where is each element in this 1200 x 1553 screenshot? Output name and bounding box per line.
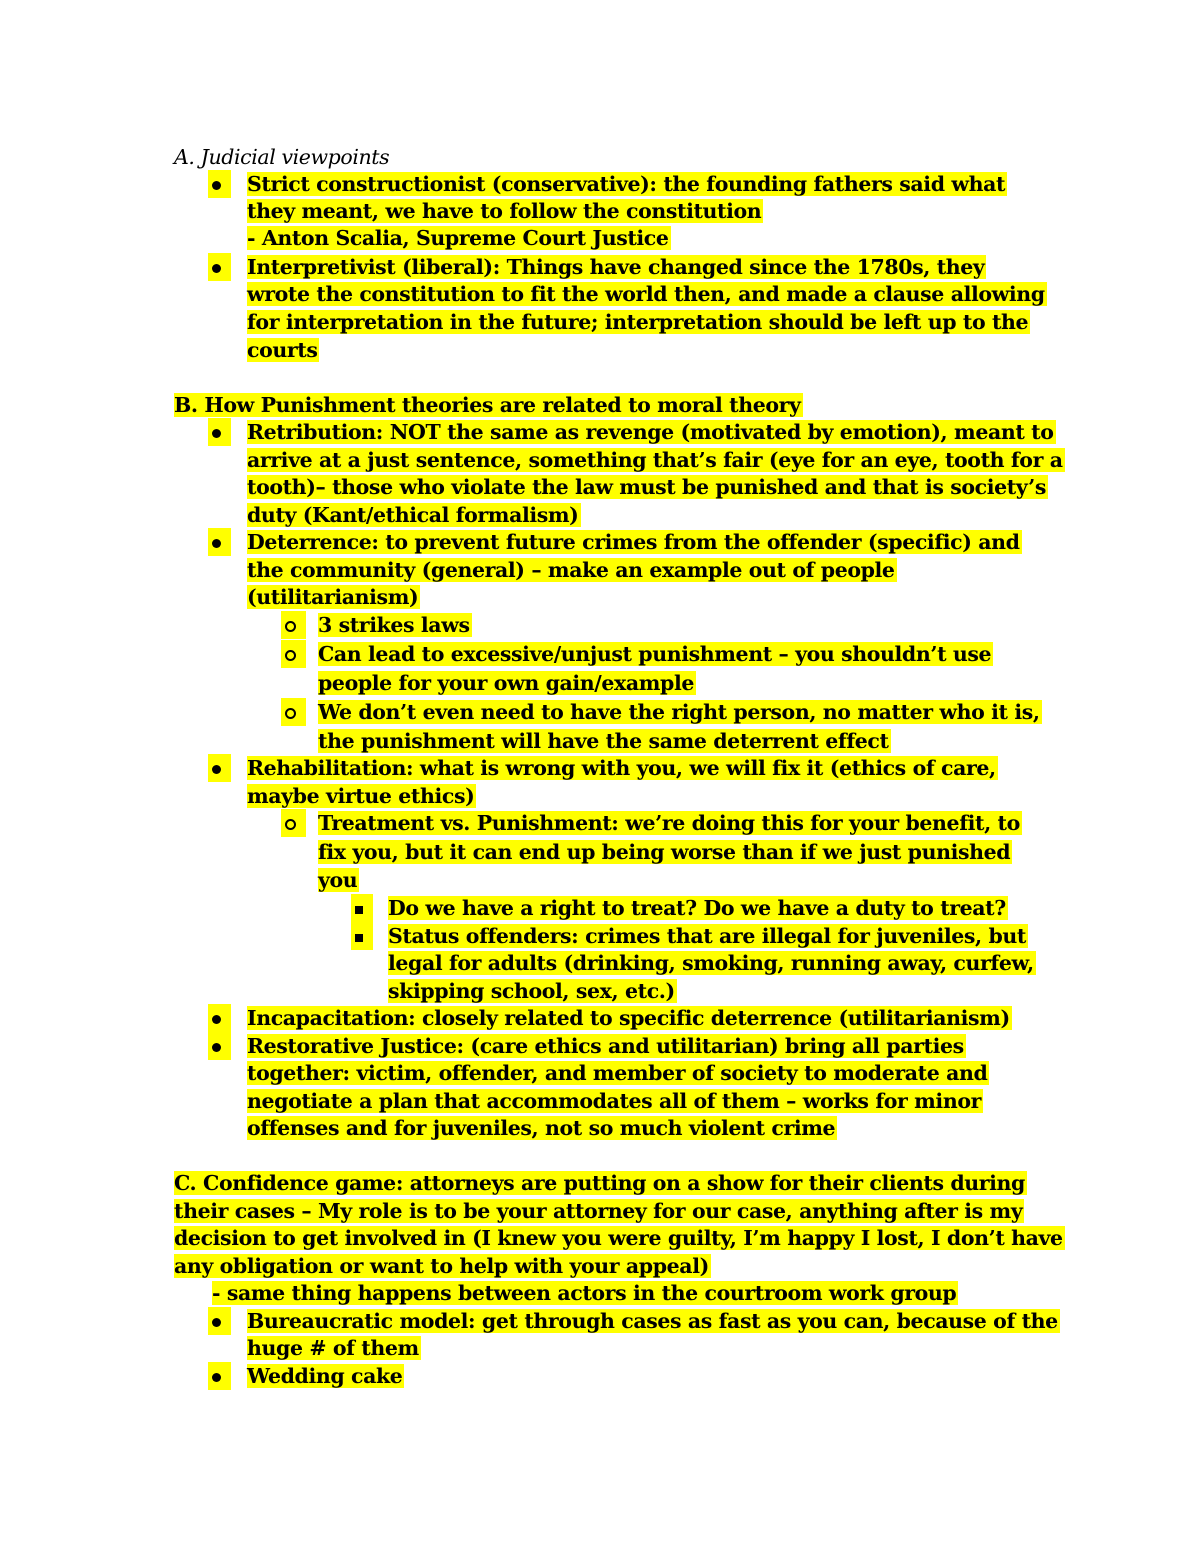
rehab-sub1-line-3: you (318, 868, 358, 892)
restorative-line-1: Restorative Justice: (care ethics and utilitarian) bring all parties (247, 1034, 964, 1058)
retribution-line-4: duty (Kant/ethical formalism) (247, 503, 579, 527)
bullet-circle-icon (281, 809, 306, 837)
strict-line-1: Strict constructionist (conservative): the founding fathers said what (247, 172, 1006, 196)
rehab-line-2: maybe virtue ethics) (247, 784, 475, 808)
det-sub1-line-1: 3 strikes laws (318, 613, 470, 637)
bullet-disc-icon (208, 253, 231, 281)
bureau-line-2: huge # of them (247, 1336, 419, 1360)
retribution-line-3: tooth)– those who violate the law must be punished and that is society’s (247, 475, 1046, 499)
section-c-line-3: decision to get involved in (I knew you were guilty, I’m happy I lost, I don’t have (174, 1226, 1063, 1250)
section-a-heading: A. Judicial viewpoints (174, 145, 390, 169)
bullet-square-icon (351, 922, 373, 950)
rehab-subsub2-line-2: legal for adults (drinking, smoking, running away, curfew, (388, 951, 1034, 975)
section-c-line-1: C. Confidence game: attorneys are putting on a show for their clients during (174, 1171, 1025, 1195)
rehab-sub1-line-1: Treatment vs. Punishment: we’re doing this for your benefit, to (318, 811, 1020, 835)
bullet-circle-icon (281, 611, 306, 639)
retribution-line-2: arrive at a just sentence, something that’s fair (eye for an eye, tooth for a (247, 448, 1063, 472)
bullet-circle-icon (281, 698, 306, 726)
retribution-line-1: Retribution: NOT the same as revenge (motivated by emotion), meant to (247, 420, 1054, 444)
bullet-disc-icon (208, 1004, 231, 1032)
bullet-disc-icon (208, 170, 231, 198)
deterrence-line-1: Deterrence: to prevent future crimes from the offender (specific) and (247, 530, 1020, 554)
bullet-disc-icon (208, 754, 231, 782)
det-sub2-line-2: people for your own gain/example (318, 671, 694, 695)
bullet-disc-icon (208, 1362, 231, 1390)
restorative-line-2: together: victim, offender, and member of society to moderate and (247, 1061, 988, 1085)
section-c-line-2: their cases – My role is to be your attorney for our case, anything after is my (174, 1199, 1023, 1223)
strict-line-3: - Anton Scalia, Supreme Court Justice (247, 226, 669, 250)
bullet-disc-icon (208, 1307, 231, 1335)
wedding-line-1: Wedding cake (247, 1364, 403, 1388)
restorative-line-4: offenses and for juveniles, not so much violent crime (247, 1116, 836, 1140)
bullet-disc-icon (208, 418, 231, 446)
rehab-subsub1-line-1: Do we have a right to treat? Do we have a duty to treat? (388, 896, 1006, 920)
strict-line-2: they meant, we have to follow the constitution (247, 199, 762, 223)
det-sub3-line-2: the punishment will have the same deterrent effect (318, 729, 889, 753)
incap-line-1: Incapacitation: closely related to specific deterrence (utilitarianism) (247, 1006, 1010, 1030)
rehab-line-1: Rehabilitation: what is wrong with you, we will fix it (ethics of care, (247, 756, 996, 780)
interp-line-3: for interpretation in the future; interpretation should be left up to the (247, 310, 1029, 334)
section-b-heading: B. How Punishment theories are related to moral theory (174, 393, 801, 417)
section-c-line-4: any obligation or want to help with your appeal) (174, 1254, 709, 1278)
restorative-line-3: negotiate a plan that accommodates all of them – works for minor (247, 1089, 982, 1113)
interp-line-2: wrote the constitution to fit the world then, and made a clause allowing (247, 282, 1045, 306)
section-c-note: - same thing happens between actors in the courtroom work group (212, 1281, 957, 1305)
interp-line-1: Interpretivist (liberal): Things have changed since the 1780s, they (247, 255, 985, 279)
rehab-subsub2-line-3: skipping school, sex, etc.) (388, 979, 675, 1003)
bullet-circle-icon (281, 640, 306, 668)
det-sub3-line-1: We don’t even need to have the right person, no matter who it is, (318, 700, 1040, 724)
deterrence-line-3: (utilitarianism) (247, 585, 419, 609)
rehab-subsub2-line-1: Status offenders: crimes that are illegal for juveniles, but (388, 924, 1026, 948)
det-sub2-line-1: Can lead to excessive/unjust punishment – you shouldn’t use (318, 642, 992, 666)
bureau-line-1: Bureaucratic model: get through cases as fast as you can, because of the (247, 1309, 1058, 1333)
bullet-disc-icon (208, 1032, 231, 1060)
interp-line-4: courts (247, 338, 318, 362)
rehab-sub1-line-2: fix you, but it can end up being worse than if we just punished (318, 840, 1011, 864)
deterrence-line-2: the community (general) – make an example out of people (247, 558, 895, 582)
bullet-square-icon (351, 894, 373, 922)
bullet-disc-icon (208, 528, 231, 556)
